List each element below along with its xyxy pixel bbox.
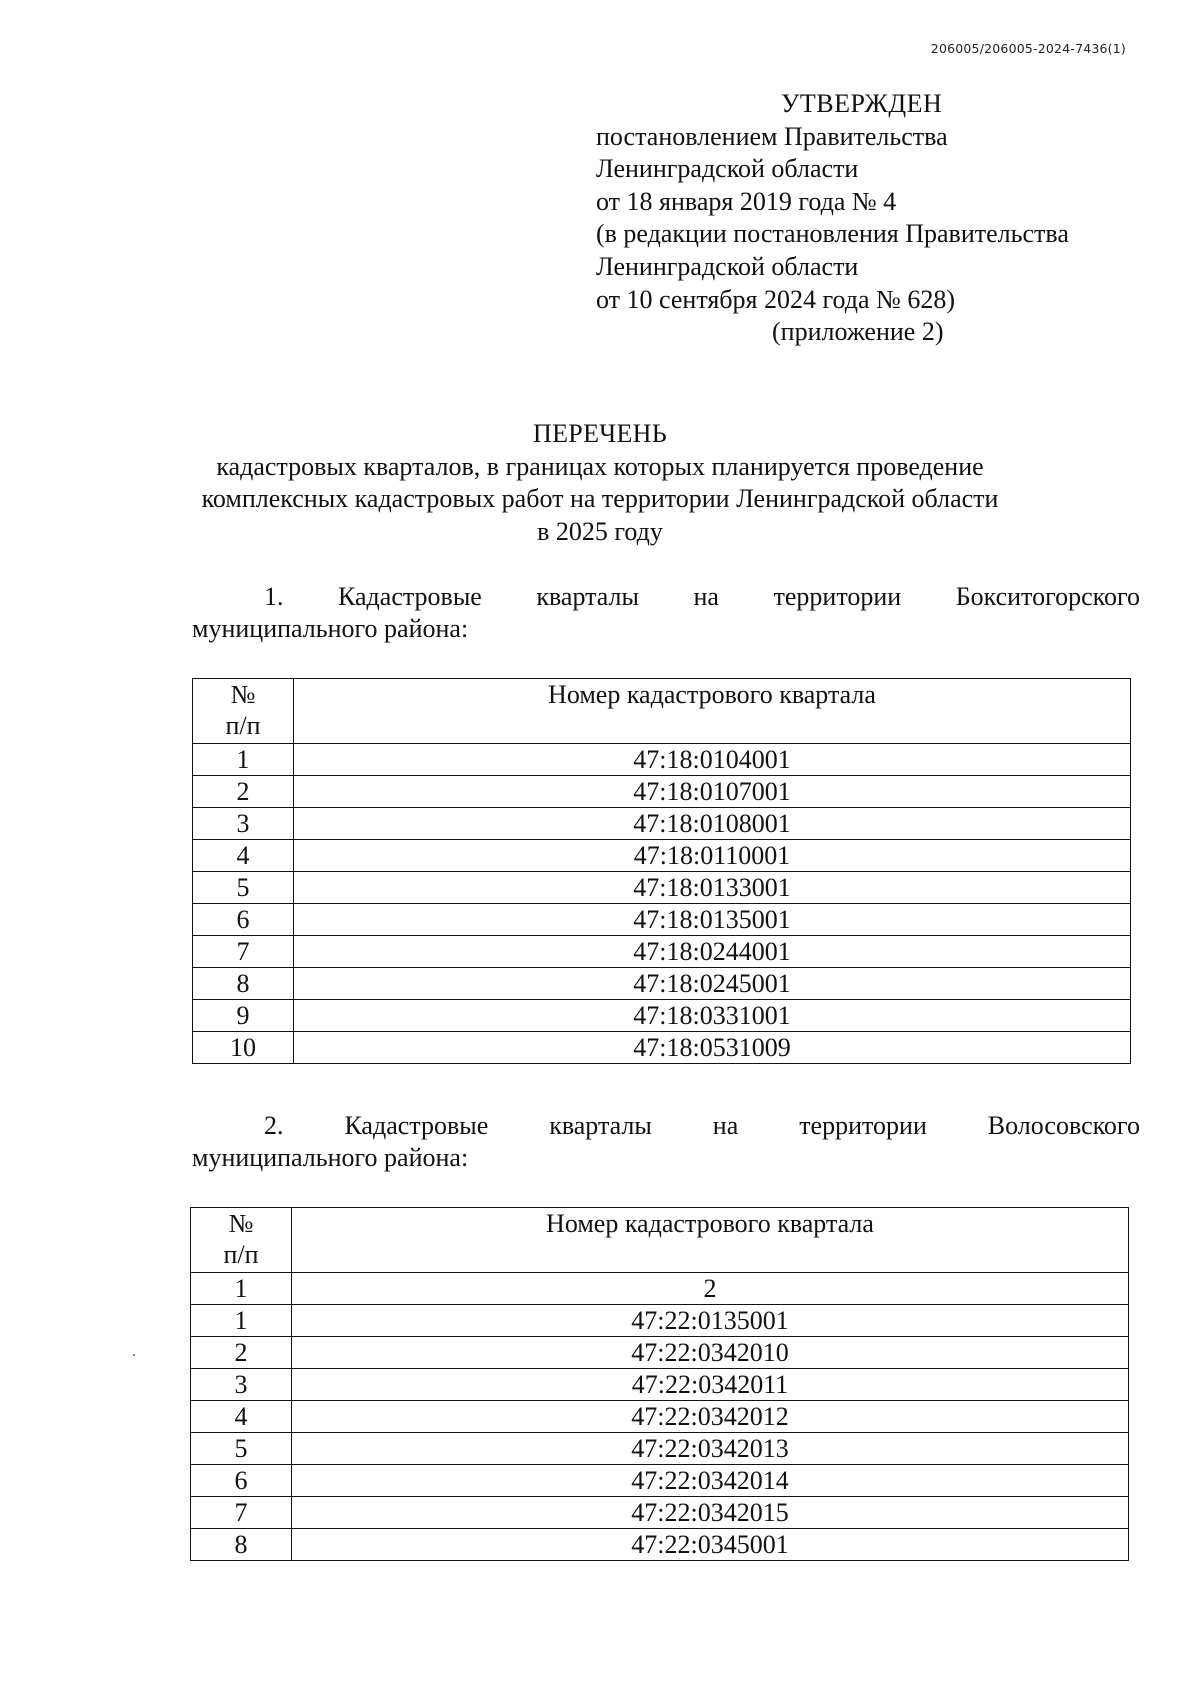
cadastral-number-cell: 47:22:0345001 [292, 1529, 1129, 1561]
heading-line: кадастровых кварталов, в границах которых планируется проведение [216, 451, 984, 481]
row-number-cell: 3 [191, 1369, 292, 1401]
row-number-cell: 2 [193, 776, 294, 808]
row-number-cell: 4 [193, 840, 294, 872]
document-heading [0, 418, 1200, 548]
header-num-symbol: № [228, 1209, 254, 1238]
row-number-cell: 5 [193, 872, 294, 904]
row-number-cell: 2 [191, 1337, 292, 1369]
table-row [191, 1401, 1129, 1433]
approval-line: (в редакции постановления Правительства [596, 219, 1069, 249]
cadastral-number-cell: 47:22:0135001 [292, 1305, 1129, 1337]
table-header-row [193, 679, 1131, 744]
cadastral-table-2 [190, 1207, 1129, 1561]
row-number-cell: 3 [193, 808, 294, 840]
section-2-intro [192, 1110, 1140, 1174]
section-number: 2. [264, 1111, 284, 1140]
approval-line: от 10 сентября 2024 года № 628) [596, 284, 955, 314]
header-num-abbrev: п/п [225, 711, 261, 740]
cadastral-number-cell: 47:18:0108001 [294, 808, 1131, 840]
district-name: Бокситогорского [955, 582, 1140, 611]
row-number-cell: 8 [193, 968, 294, 1000]
section-intro-first-line [192, 1110, 1140, 1142]
table-row [193, 1032, 1131, 1064]
cadastral-number-cell: 47:18:0244001 [294, 936, 1131, 968]
approval-block [596, 88, 1069, 349]
heading-line: в 2025 году [537, 516, 663, 546]
heading-title: ПЕРЕЧЕНЬ [533, 419, 667, 448]
table-row [191, 1273, 1129, 1305]
section-intro-word: кварталы [536, 582, 639, 611]
heading-line: комплексных кадастровых работ на территории Ленинградской области [201, 484, 999, 514]
header-value-cell: Номер кадастрового квартала [292, 1208, 1129, 1273]
table-row [193, 776, 1131, 808]
table-row [193, 744, 1131, 776]
header-num-cell [193, 679, 294, 744]
section-intro-continuation: муниципального района: [192, 1143, 469, 1172]
section-number: 1. [264, 582, 284, 611]
cadastral-number-cell: 47:18:0245001 [294, 968, 1131, 1000]
row-number-cell: 7 [193, 936, 294, 968]
table-row [191, 1369, 1129, 1401]
cadastral-number-cell: 47:18:0135001 [294, 904, 1131, 936]
row-number-cell: 6 [191, 1465, 292, 1497]
table-row [193, 1000, 1131, 1032]
header-num-abbrev: п/п [223, 1240, 259, 1269]
cadastral-number-cell: 47:22:0342011 [292, 1369, 1129, 1401]
cadastral-number-cell: 47:18:0133001 [294, 872, 1131, 904]
document-id: 206005/206005-2024-7436(1) [930, 41, 1126, 56]
table-row [191, 1305, 1129, 1337]
section-intro-word: кварталы [549, 1111, 652, 1140]
table-row [193, 840, 1131, 872]
cadastral-number-cell: 47:18:0110001 [294, 840, 1131, 872]
row-number-cell: 1 [193, 744, 294, 776]
cadastral-number-cell: 47:18:0331001 [294, 1000, 1131, 1032]
table-row [193, 904, 1131, 936]
cadastral-number-cell: 47:22:0342014 [292, 1465, 1129, 1497]
row-number-cell: 1 [191, 1273, 292, 1305]
cadastral-number-cell: 47:18:0104001 [294, 744, 1131, 776]
approval-title: УТВЕРЖДЕН [781, 89, 943, 118]
table-row [191, 1433, 1129, 1465]
appendix-label: (приложение 2) [772, 317, 944, 347]
cadastral-number-cell: 47:22:0342013 [292, 1433, 1129, 1465]
table-row [193, 808, 1131, 840]
table-row [193, 968, 1131, 1000]
row-number-cell: 6 [193, 904, 294, 936]
table-row [191, 1337, 1129, 1369]
section-1-intro [192, 581, 1140, 645]
section-intro-continuation: муниципального района: [192, 614, 469, 643]
cadastral-table-1 [192, 678, 1131, 1064]
approval-line: Ленинградской области [596, 251, 859, 281]
section-intro-word: на [693, 582, 719, 611]
row-number-cell: 1 [191, 1305, 292, 1337]
section-intro-first-line [192, 581, 1140, 613]
table-row [191, 1465, 1129, 1497]
table-row [193, 872, 1131, 904]
approval-line: Ленинградской области [596, 154, 859, 184]
cadastral-number-cell: 47:18:0531009 [294, 1032, 1131, 1064]
table-row [193, 936, 1131, 968]
table-row [191, 1497, 1129, 1529]
section-intro-word: Кадастровые [344, 1111, 489, 1140]
section-intro-word: Кадастровые [338, 582, 482, 611]
cadastral-number-cell: 47:22:0342012 [292, 1401, 1129, 1433]
cadastral-number-cell: 47:22:0342015 [292, 1497, 1129, 1529]
table-row [191, 1529, 1129, 1561]
header-num-cell [191, 1208, 292, 1273]
row-number-cell: 8 [191, 1529, 292, 1561]
table-header-row [191, 1208, 1129, 1273]
cadastral-number-cell: 47:18:0107001 [294, 776, 1131, 808]
scan-speck [133, 1354, 135, 1356]
row-number-cell: 5 [191, 1433, 292, 1465]
row-number-cell: 9 [193, 1000, 294, 1032]
section-intro-word: территории [799, 1111, 927, 1140]
header-value-cell: Номер кадастрового квартала [294, 679, 1131, 744]
cadastral-number-cell: 2 [292, 1273, 1129, 1305]
row-number-cell: 4 [191, 1401, 292, 1433]
cadastral-number-cell: 47:22:0342010 [292, 1337, 1129, 1369]
row-number-cell: 7 [191, 1497, 292, 1529]
row-number-cell: 10 [193, 1032, 294, 1064]
section-intro-word: на [712, 1111, 739, 1140]
section-intro-word: территории [773, 582, 902, 611]
approval-line: от 18 января 2019 года № 4 [596, 186, 897, 216]
approval-line: постановлением Правительства [596, 121, 948, 151]
header-num-symbol: № [230, 680, 256, 709]
district-name: Волосовского [987, 1111, 1140, 1140]
